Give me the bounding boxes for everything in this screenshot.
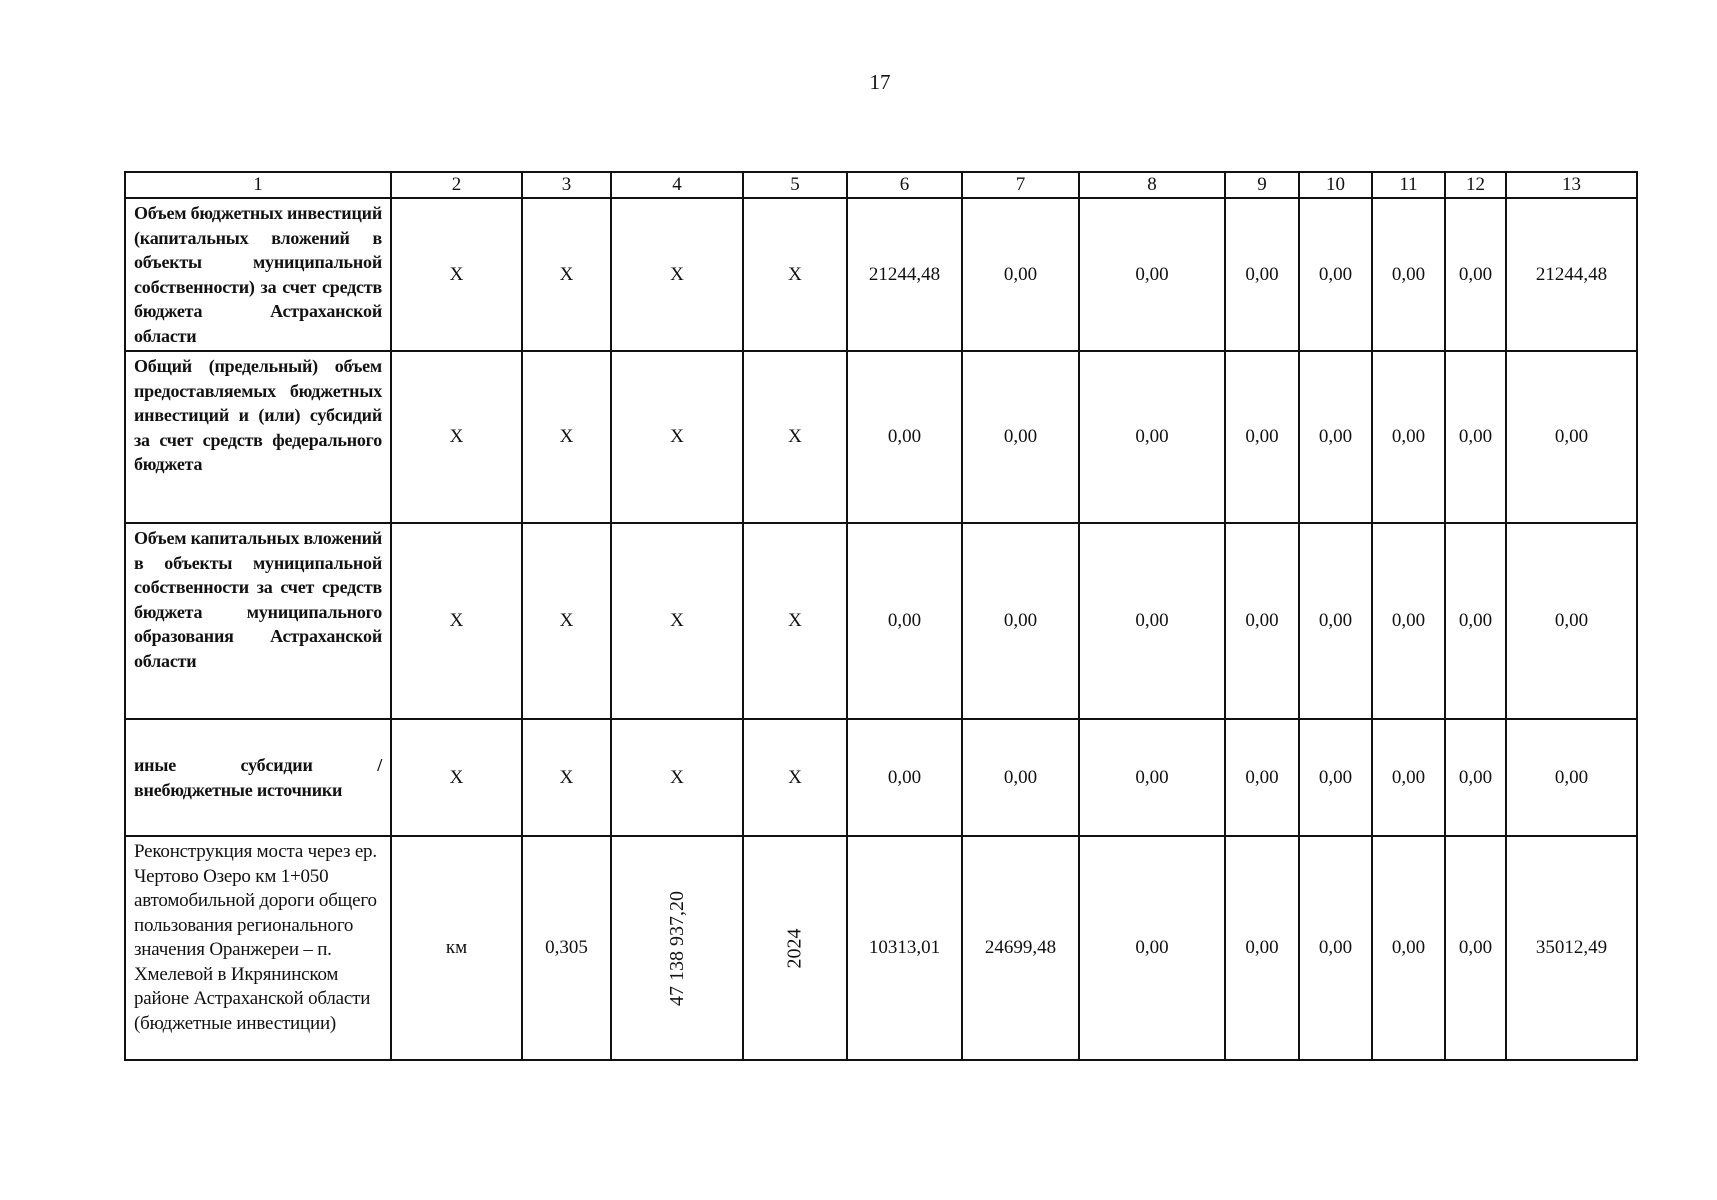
cell-value: X xyxy=(611,523,743,719)
column-number: 2 xyxy=(391,172,522,198)
cell-value: 0,305 xyxy=(522,836,611,1060)
cell-value: X xyxy=(522,351,611,523)
cell-value: 0,00 xyxy=(1445,198,1506,351)
cell-value: X xyxy=(611,719,743,836)
cell-value: 0,00 xyxy=(847,719,962,836)
cell-value: X xyxy=(391,719,522,836)
column-number: 1 xyxy=(125,172,391,198)
cell-value: 0,00 xyxy=(1079,836,1225,1060)
column-number: 7 xyxy=(962,172,1079,198)
cell-value: 0,00 xyxy=(1372,719,1445,836)
cell-value: 0,00 xyxy=(1225,719,1299,836)
cell-value: X xyxy=(611,198,743,351)
column-number: 9 xyxy=(1225,172,1299,198)
cell-value: 0,00 xyxy=(1225,351,1299,523)
cell-value: 0,00 xyxy=(962,523,1079,719)
cell-value: X xyxy=(391,198,522,351)
cell-value: 0,00 xyxy=(1506,719,1637,836)
cell-value: X xyxy=(743,523,847,719)
column-number: 3 xyxy=(522,172,611,198)
row-description: иные субсидии / внебюджетные источники xyxy=(125,719,391,836)
cell-value: X xyxy=(522,198,611,351)
cell-value: 21244,48 xyxy=(847,198,962,351)
cell-value: 0,00 xyxy=(1079,523,1225,719)
cell-value: 0,00 xyxy=(1079,719,1225,836)
table-row xyxy=(125,351,1637,523)
cell-value: км xyxy=(391,836,522,1060)
cell-value: 0,00 xyxy=(1445,836,1506,1060)
cell-value: 0,00 xyxy=(1299,351,1372,523)
row-description: Объем капитальных вложений в объекты муниципальной собственности за счет средств бюджета муниципального образования Астраханской области xyxy=(125,523,391,719)
cell-value: 0,00 xyxy=(1506,351,1637,523)
row-description: Общий (предельный) объем предоставляемых бюджетных инвестиций и (или) субсидий за счет средств федерального бюджета xyxy=(125,351,391,523)
cell-value: X xyxy=(743,351,847,523)
cell-value: 0,00 xyxy=(1225,198,1299,351)
cell-value: X xyxy=(743,198,847,351)
cell-value: 0,00 xyxy=(1372,836,1445,1060)
cell-value: 0,00 xyxy=(1445,719,1506,836)
cell-value: 0,00 xyxy=(1372,523,1445,719)
rotated-year: 2024 xyxy=(783,928,806,968)
cell-value: X xyxy=(522,523,611,719)
cell-value: 35012,49 xyxy=(1506,836,1637,1060)
cell-value: 0,00 xyxy=(1299,198,1372,351)
cell-value: 0,00 xyxy=(1225,523,1299,719)
column-number: 12 xyxy=(1445,172,1506,198)
cell-value: X xyxy=(391,523,522,719)
cell-value: 0,00 xyxy=(1372,198,1445,351)
cell-value: 0,00 xyxy=(1299,836,1372,1060)
rotated-amount: 47 138 937,20 xyxy=(665,890,688,1006)
cell-value: 24699,48 xyxy=(962,836,1079,1060)
budget-table xyxy=(124,171,1638,1061)
row-description: Объем бюджетных инвестиций (капитальных вложений в объекты муниципальной собственности) за счет средств бюджета Астраханской области xyxy=(125,198,391,351)
cell-value: 0,00 xyxy=(1079,198,1225,351)
cell-value: 0,00 xyxy=(962,719,1079,836)
column-number: 8 xyxy=(1079,172,1225,198)
column-number: 6 xyxy=(847,172,962,198)
cell-value: 0,00 xyxy=(1225,836,1299,1060)
cell-value: 0,00 xyxy=(1299,523,1372,719)
table-row xyxy=(125,523,1637,719)
column-number: 11 xyxy=(1372,172,1445,198)
cell-value: 0,00 xyxy=(847,351,962,523)
cell-value: 0,00 xyxy=(1506,523,1637,719)
header-row xyxy=(125,172,1637,198)
table-row xyxy=(125,836,1637,1060)
cell-value: 0,00 xyxy=(1372,351,1445,523)
column-number: 5 xyxy=(743,172,847,198)
cell-value-rotated xyxy=(611,836,743,1060)
cell-value: 0,00 xyxy=(1079,351,1225,523)
cell-value: 0,00 xyxy=(1445,523,1506,719)
cell-value-rotated xyxy=(743,836,847,1060)
cell-value: 10313,01 xyxy=(847,836,962,1060)
cell-value: 0,00 xyxy=(962,198,1079,351)
cell-value: 21244,48 xyxy=(1506,198,1637,351)
table-row xyxy=(125,198,1637,351)
cell-value: 0,00 xyxy=(847,523,962,719)
cell-value: X xyxy=(611,351,743,523)
cell-value: X xyxy=(522,719,611,836)
cell-value: 0,00 xyxy=(1445,351,1506,523)
cell-value: 0,00 xyxy=(962,351,1079,523)
row-description: Реконструкция моста через ер. Чертово Озеро км 1+050 автомобильной дороги общего пользования регионального значения Оранжереи – п. Хмелевой в Икрянинском районе Астраханской области (бюджетные инвестиции) xyxy=(125,836,391,1060)
table-row xyxy=(125,719,1637,836)
page-number: 17 xyxy=(869,70,891,94)
cell-value: X xyxy=(391,351,522,523)
column-number: 4 xyxy=(611,172,743,198)
column-number: 10 xyxy=(1299,172,1372,198)
cell-value: X xyxy=(743,719,847,836)
cell-value: 0,00 xyxy=(1299,719,1372,836)
column-number: 13 xyxy=(1506,172,1637,198)
